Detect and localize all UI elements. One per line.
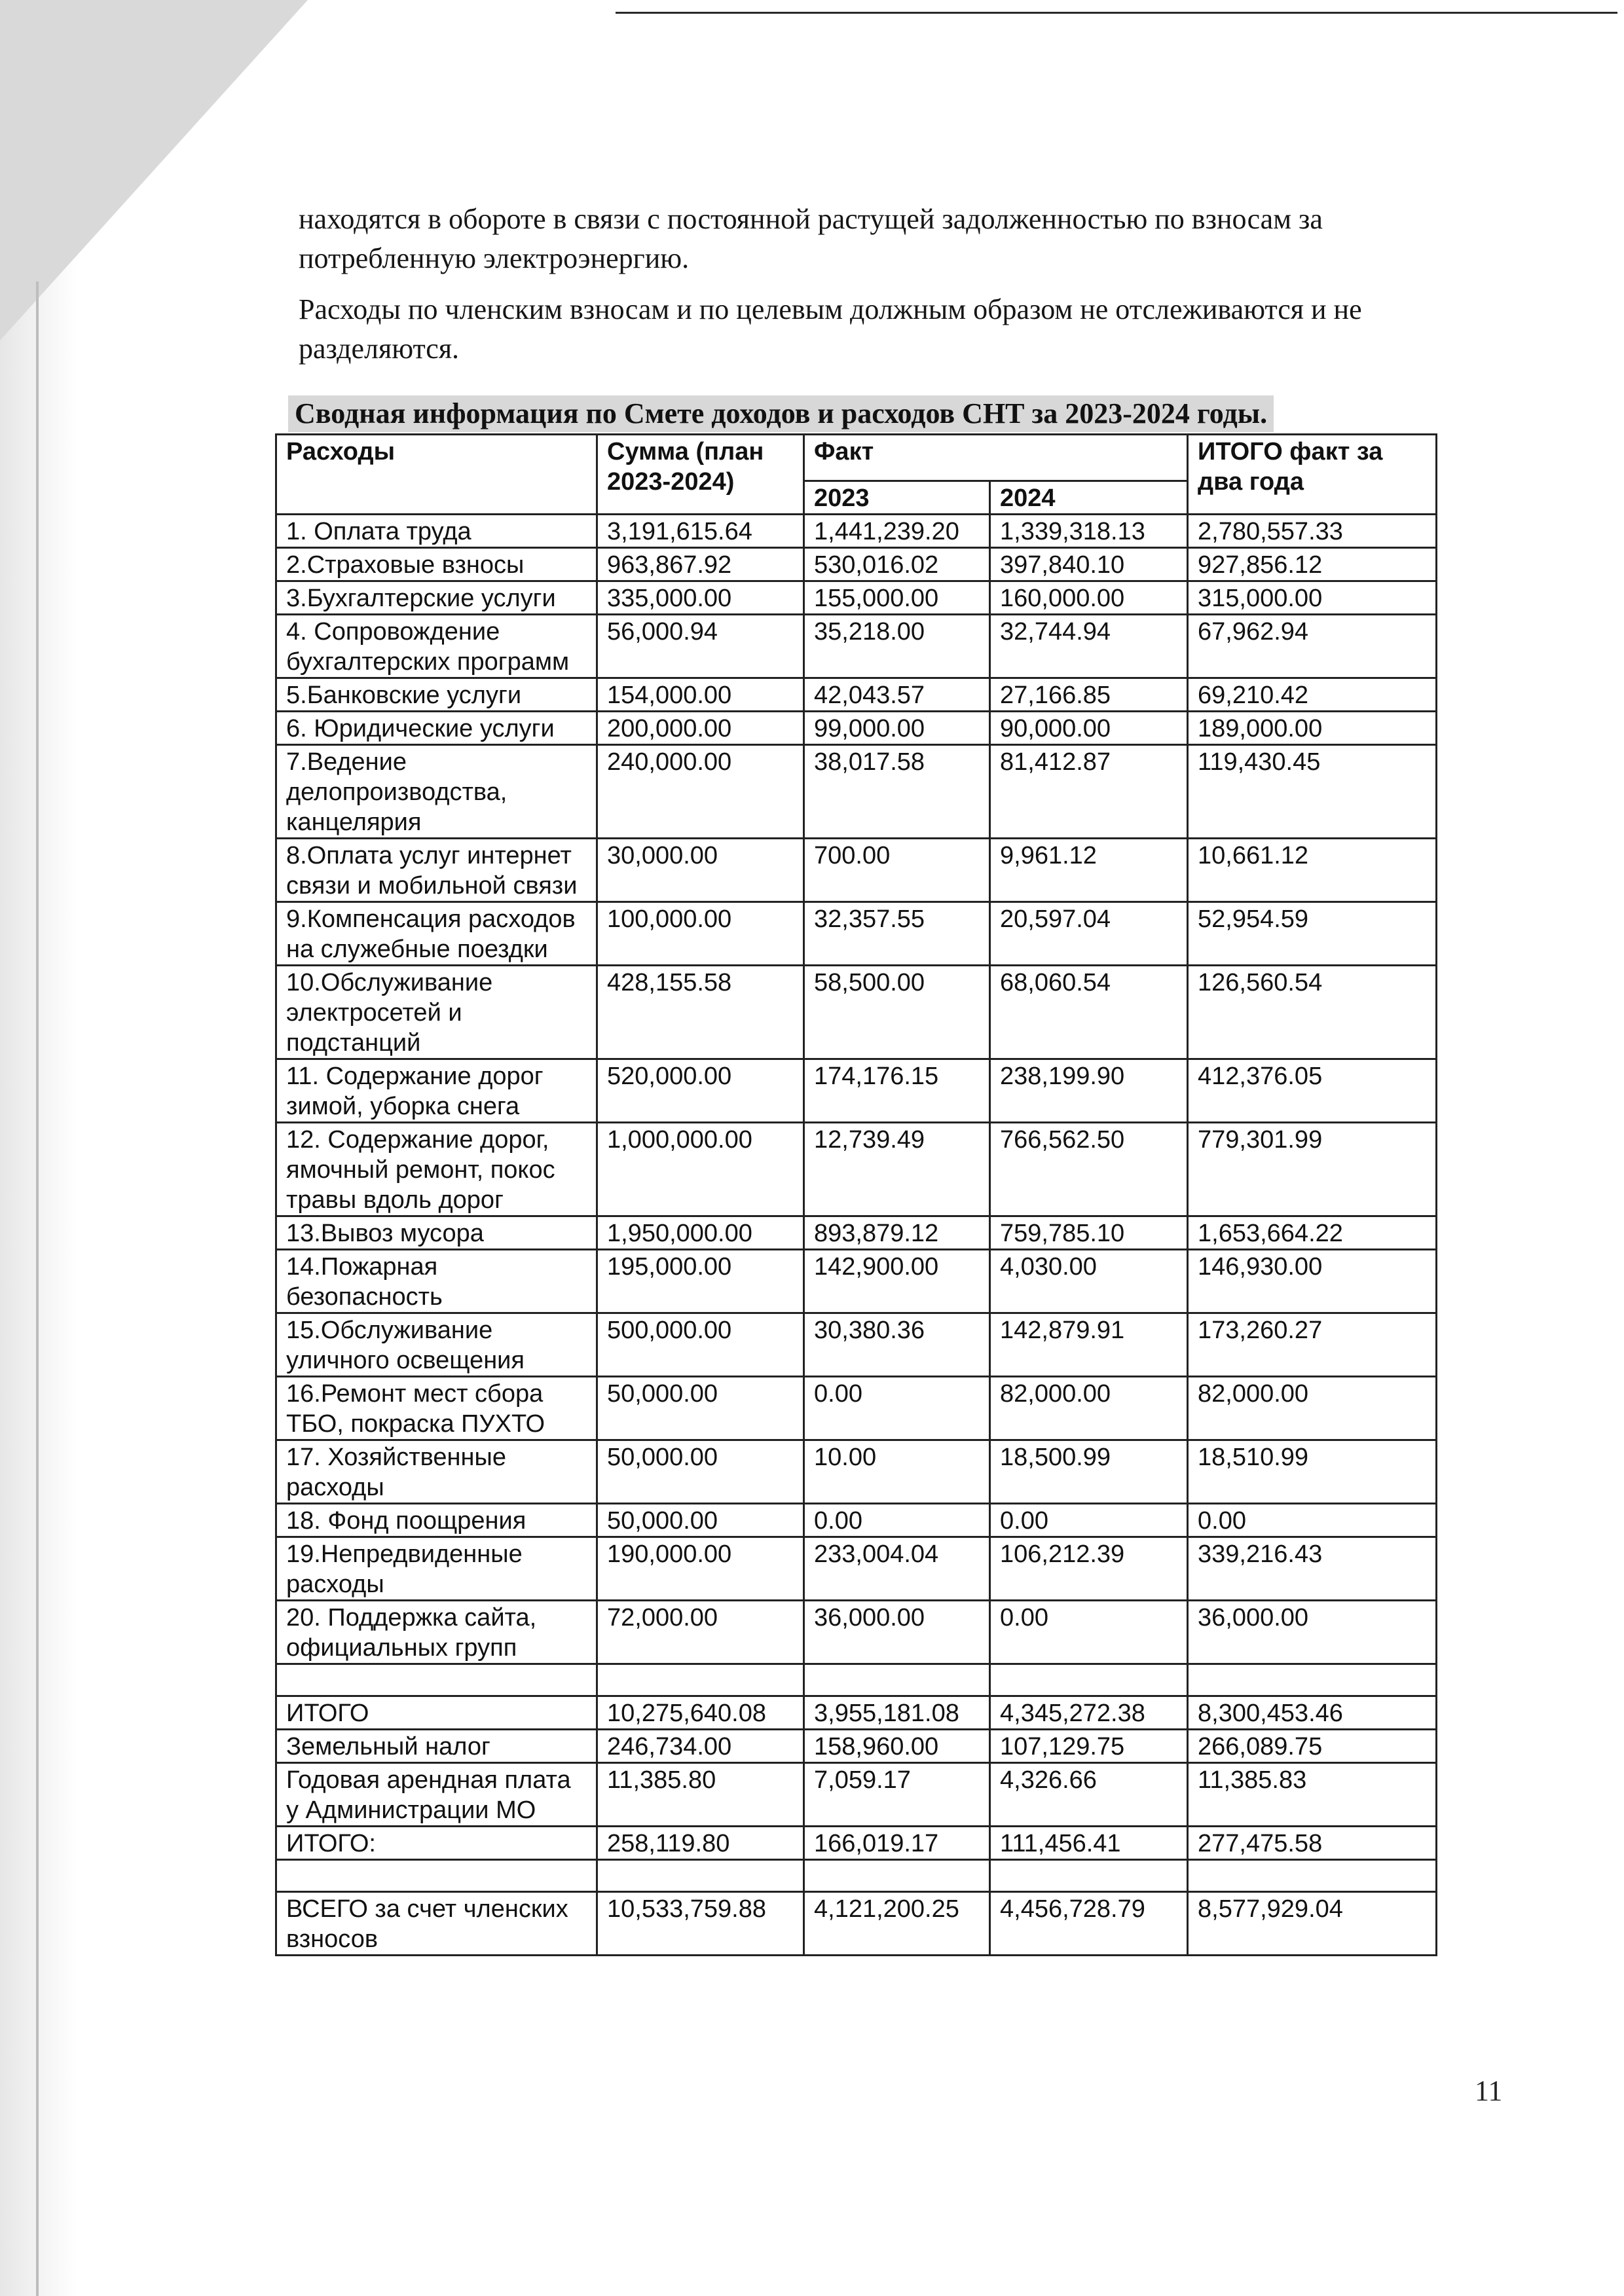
row-value: 4,030.00 bbox=[990, 1250, 1188, 1313]
table-title: Сводная информация по Смете доходов и расходов СНТ за 2023-2024 годы. bbox=[288, 395, 1274, 432]
row-value: 520,000.00 bbox=[597, 1059, 804, 1123]
paragraph-expenses-tracking: Расходы по членским взносам и по целевым должным образом не отслеживаются и не разделяются. bbox=[299, 293, 1362, 365]
row-value: 7,059.17 bbox=[804, 1763, 990, 1827]
scan-fold-edge bbox=[36, 282, 39, 2296]
table-row bbox=[276, 1313, 1437, 1377]
row-value: 893,879.12 bbox=[804, 1216, 990, 1250]
row-value: 11,385.80 bbox=[597, 1763, 804, 1827]
row-label: 17. Хозяйственные расходы bbox=[276, 1440, 597, 1504]
row-value: 154,000.00 bbox=[597, 678, 804, 712]
row-value: 166,019.17 bbox=[804, 1827, 990, 1860]
budget-table bbox=[275, 433, 1437, 1956]
row-value: 1,339,318.13 bbox=[990, 515, 1188, 548]
row-label: ИТОГО: bbox=[276, 1827, 597, 1860]
row-value: 238,199.90 bbox=[990, 1059, 1188, 1123]
row-value: 56,000.94 bbox=[597, 615, 804, 678]
row-label: 14.Пожарная безопасность bbox=[276, 1250, 597, 1313]
header-total-two-years: ИТОГО факт за два года bbox=[1188, 435, 1437, 515]
row-value: 107,129.75 bbox=[990, 1730, 1188, 1763]
table-row bbox=[276, 1216, 1437, 1250]
row-label: 18. Фонд поощрения bbox=[276, 1504, 597, 1537]
header-fact: Факт bbox=[804, 435, 1188, 481]
rent-row bbox=[276, 1763, 1437, 1827]
row-value: 8,577,929.04 bbox=[1188, 1892, 1437, 1956]
row-label: ИТОГО bbox=[276, 1696, 597, 1730]
grand-total-row bbox=[276, 1892, 1437, 1956]
expense-rows bbox=[276, 515, 1437, 1956]
row-value: 0.00 bbox=[990, 1601, 1188, 1664]
row-value: 142,879.91 bbox=[990, 1313, 1188, 1377]
row-value: 4,121,200.25 bbox=[804, 1892, 990, 1956]
row-value: 82,000.00 bbox=[1188, 1377, 1437, 1440]
total-row-2 bbox=[276, 1827, 1437, 1860]
row-value: 963,867.92 bbox=[597, 548, 804, 581]
row-value: 927,856.12 bbox=[1188, 548, 1437, 581]
row-value: 500,000.00 bbox=[597, 1313, 804, 1377]
row-value: 530,016.02 bbox=[804, 548, 990, 581]
row-value: 0.00 bbox=[990, 1504, 1188, 1537]
row-label: 16.Ремонт мест сбора ТБО, покраска ПУХТО bbox=[276, 1377, 597, 1440]
row-value: 36,000.00 bbox=[1188, 1601, 1437, 1664]
row-value: 397,840.10 bbox=[990, 548, 1188, 581]
row-label: 8.Оплата услуг интернет связи и мобильной связи bbox=[276, 839, 597, 902]
row-value: 32,357.55 bbox=[804, 902, 990, 966]
table-row bbox=[276, 1537, 1437, 1601]
page-number: 11 bbox=[1475, 2075, 1503, 2107]
table-row bbox=[276, 712, 1437, 745]
row-label: 10.Обслуживание электросетей и подстанций bbox=[276, 966, 597, 1059]
header-expenses: Расходы bbox=[276, 435, 597, 515]
row-value: 173,260.27 bbox=[1188, 1313, 1437, 1377]
table-row bbox=[276, 745, 1437, 839]
land-tax-row bbox=[276, 1730, 1437, 1763]
scan-folded-corner bbox=[0, 0, 308, 340]
row-value: 82,000.00 bbox=[990, 1377, 1188, 1440]
row-value: 32,744.94 bbox=[990, 615, 1188, 678]
table-row bbox=[276, 1440, 1437, 1504]
row-label: 2.Страховые взносы bbox=[276, 548, 597, 581]
row-value: 81,412.87 bbox=[990, 745, 1188, 839]
row-label: 12. Содержание дорог, ямочный ремонт, покос травы вдоль дорог bbox=[276, 1123, 597, 1216]
row-value: 69,210.42 bbox=[1188, 678, 1437, 712]
row-value: 4,326.66 bbox=[990, 1763, 1188, 1827]
row-value: 1,000,000.00 bbox=[597, 1123, 804, 1216]
row-value: 258,119.80 bbox=[597, 1827, 804, 1860]
row-value: 35,218.00 bbox=[804, 615, 990, 678]
row-value: 100,000.00 bbox=[597, 902, 804, 966]
row-value: 18,500.99 bbox=[990, 1440, 1188, 1504]
row-label: 4. Сопровождение бухгалтерских программ bbox=[276, 615, 597, 678]
row-value: 68,060.54 bbox=[990, 966, 1188, 1059]
paragraph-debt: находятся в обороте в связи с постоянной растущей задолженностью по взносам за потребленную электроэнергию. bbox=[299, 203, 1323, 274]
table-row bbox=[276, 902, 1437, 966]
row-value: 2,780,557.33 bbox=[1188, 515, 1437, 548]
table-row bbox=[276, 1250, 1437, 1313]
row-value: 8,300,453.46 bbox=[1188, 1696, 1437, 1730]
row-value: 1,950,000.00 bbox=[597, 1216, 804, 1250]
row-label: 7.Ведение делопроизводства, канцелярия bbox=[276, 745, 597, 839]
row-value: 246,734.00 bbox=[597, 1730, 804, 1763]
row-value: 4,456,728.79 bbox=[990, 1892, 1188, 1956]
row-value: 155,000.00 bbox=[804, 581, 990, 615]
row-value: 195,000.00 bbox=[597, 1250, 804, 1313]
row-label: 11. Содержание дорог зимой, уборка снега bbox=[276, 1059, 597, 1123]
row-value: 10.00 bbox=[804, 1440, 990, 1504]
row-value: 30,000.00 bbox=[597, 839, 804, 902]
row-value: 240,000.00 bbox=[597, 745, 804, 839]
scan-fold-shadow bbox=[0, 0, 79, 2296]
row-value: 190,000.00 bbox=[597, 1537, 804, 1601]
row-value: 9,961.12 bbox=[990, 839, 1188, 902]
row-label: 5.Банковские услуги bbox=[276, 678, 597, 712]
row-label: 15.Обслуживание уличного освещения bbox=[276, 1313, 597, 1377]
row-label: 13.Вывоз мусора bbox=[276, 1216, 597, 1250]
row-value: 50,000.00 bbox=[597, 1440, 804, 1504]
row-value: 174,176.15 bbox=[804, 1059, 990, 1123]
row-label: 6. Юридические услуги bbox=[276, 712, 597, 745]
row-value: 99,000.00 bbox=[804, 712, 990, 745]
row-value: 146,930.00 bbox=[1188, 1250, 1437, 1313]
row-value: 11,385.83 bbox=[1188, 1763, 1437, 1827]
row-value: 0.00 bbox=[804, 1504, 990, 1537]
row-value: 30,380.36 bbox=[804, 1313, 990, 1377]
row-value: 3,955,181.08 bbox=[804, 1696, 990, 1730]
table-row bbox=[276, 1601, 1437, 1664]
row-value: 0.00 bbox=[1188, 1504, 1437, 1537]
table-row bbox=[276, 1504, 1437, 1537]
total-row bbox=[276, 1696, 1437, 1730]
empty-row bbox=[276, 1860, 1437, 1892]
row-value: 277,475.58 bbox=[1188, 1827, 1437, 1860]
row-value: 58,500.00 bbox=[804, 966, 990, 1059]
row-value: 412,376.05 bbox=[1188, 1059, 1437, 1123]
row-value: 18,510.99 bbox=[1188, 1440, 1437, 1504]
table-row bbox=[276, 1123, 1437, 1216]
table-row bbox=[276, 966, 1437, 1059]
table-row bbox=[276, 678, 1437, 712]
row-value: 27,166.85 bbox=[990, 678, 1188, 712]
table-row bbox=[276, 615, 1437, 678]
header-year-2023: 2023 bbox=[804, 481, 990, 515]
row-value: 38,017.58 bbox=[804, 745, 990, 839]
table-row bbox=[276, 515, 1437, 548]
row-value: 1,441,239.20 bbox=[804, 515, 990, 548]
row-value: 779,301.99 bbox=[1188, 1123, 1437, 1216]
row-value: 189,000.00 bbox=[1188, 712, 1437, 745]
row-label: 20. Поддержка сайта, официальных групп bbox=[276, 1601, 597, 1664]
row-value: 700.00 bbox=[804, 839, 990, 902]
row-value: 42,043.57 bbox=[804, 678, 990, 712]
row-value: 200,000.00 bbox=[597, 712, 804, 745]
row-value: 1,653,664.22 bbox=[1188, 1216, 1437, 1250]
row-value: 158,960.00 bbox=[804, 1730, 990, 1763]
row-value: 10,533,759.88 bbox=[597, 1892, 804, 1956]
row-value: 111,456.41 bbox=[990, 1827, 1188, 1860]
row-value: 4,345,272.38 bbox=[990, 1696, 1188, 1730]
table-row bbox=[276, 1059, 1437, 1123]
table-row bbox=[276, 548, 1437, 581]
row-value: 52,954.59 bbox=[1188, 902, 1437, 966]
scan-top-line bbox=[616, 12, 1617, 14]
row-value: 233,004.04 bbox=[804, 1537, 990, 1601]
row-value: 90,000.00 bbox=[990, 712, 1188, 745]
row-value: 126,560.54 bbox=[1188, 966, 1437, 1059]
row-value: 759,785.10 bbox=[990, 1216, 1188, 1250]
row-value: 3,191,615.64 bbox=[597, 515, 804, 548]
row-value: 766,562.50 bbox=[990, 1123, 1188, 1216]
row-label: 19.Непредвиденные расходы bbox=[276, 1537, 597, 1601]
row-value: 12,739.49 bbox=[804, 1123, 990, 1216]
empty-row bbox=[276, 1664, 1437, 1696]
row-value: 335,000.00 bbox=[597, 581, 804, 615]
row-label: 9.Компенсация расходов на служебные поездки bbox=[276, 902, 597, 966]
row-label: 3.Бухгалтерские услуги bbox=[276, 581, 597, 615]
row-value: 50,000.00 bbox=[597, 1504, 804, 1537]
row-value: 50,000.00 bbox=[597, 1377, 804, 1440]
row-value: 67,962.94 bbox=[1188, 615, 1437, 678]
row-label: Годовая арендная плата у Администрации МО bbox=[276, 1763, 597, 1827]
row-value: 10,661.12 bbox=[1188, 839, 1437, 902]
row-value: 339,216.43 bbox=[1188, 1537, 1437, 1601]
row-value: 10,275,640.08 bbox=[597, 1696, 804, 1730]
row-value: 106,212.39 bbox=[990, 1537, 1188, 1601]
row-label: 1. Оплата труда bbox=[276, 515, 597, 548]
row-value: 266,089.75 bbox=[1188, 1730, 1437, 1763]
row-value: 119,430.45 bbox=[1188, 745, 1437, 839]
row-value: 315,000.00 bbox=[1188, 581, 1437, 615]
row-value: 0.00 bbox=[804, 1377, 990, 1440]
row-value: 142,900.00 bbox=[804, 1250, 990, 1313]
table-row bbox=[276, 839, 1437, 902]
row-value: 36,000.00 bbox=[804, 1601, 990, 1664]
row-value: 20,597.04 bbox=[990, 902, 1188, 966]
table-row bbox=[276, 581, 1437, 615]
header-year-2024: 2024 bbox=[990, 481, 1188, 515]
row-value: 428,155.58 bbox=[597, 966, 804, 1059]
row-label: Земельный налог bbox=[276, 1730, 597, 1763]
row-label: ВСЕГО за счет членских взносов bbox=[276, 1892, 597, 1956]
row-value: 160,000.00 bbox=[990, 581, 1188, 615]
row-value: 72,000.00 bbox=[597, 1601, 804, 1664]
header-plan: Сумма (план 2023-2024) bbox=[597, 435, 804, 515]
table-row bbox=[276, 1377, 1437, 1440]
